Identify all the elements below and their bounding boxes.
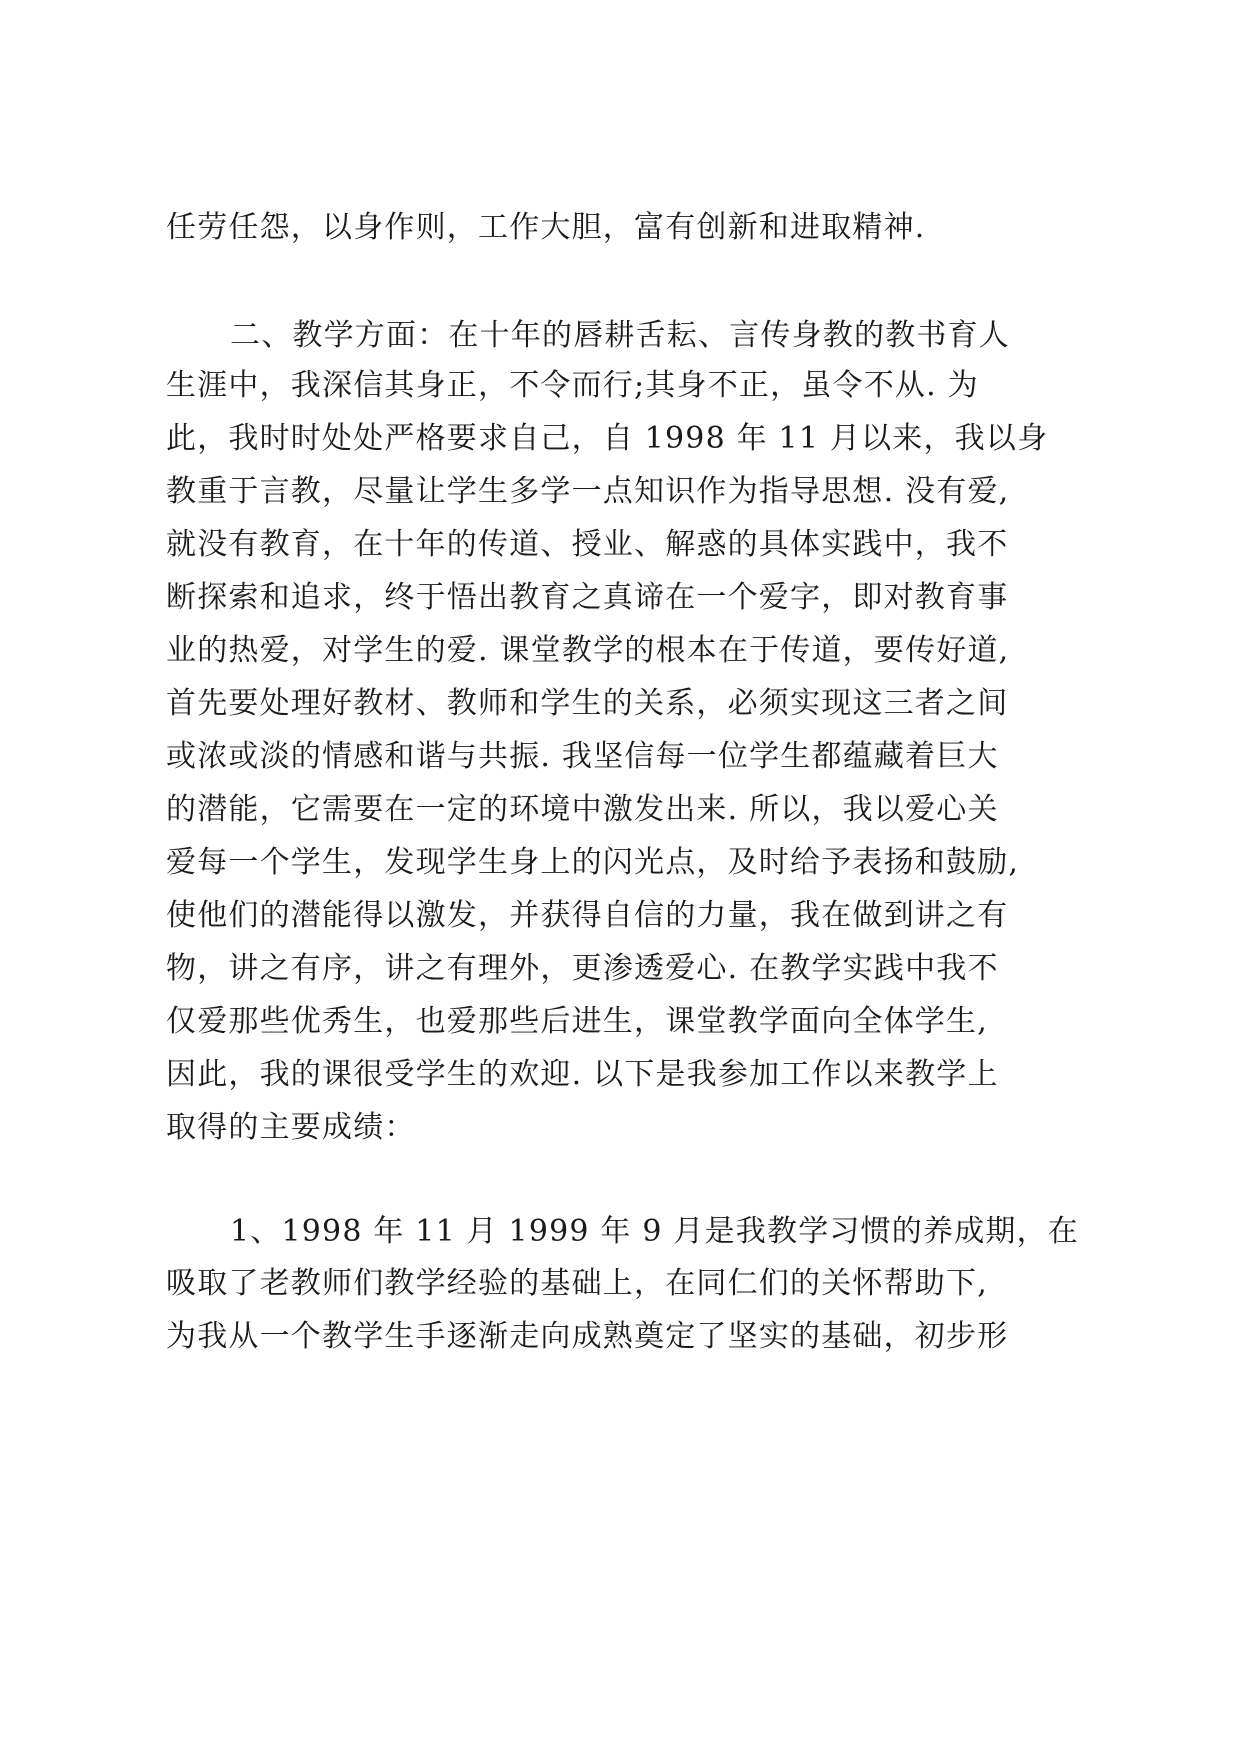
paragraph-2-line-11: 爱每一个学生，发现学生身上的闪光点，及时给予表扬和鼓励, — [166, 845, 1020, 880]
paragraph-2-line-3: 此，我时时处处严格要求自己，自 1998 年 11 月以来，我以身 — [166, 421, 1049, 456]
paragraph-3-line-1: 1、1998 年 11 月 1999 年 9 月是我教学习惯的养成期，在 — [230, 1214, 1079, 1249]
paragraph-2-line-7: 业的热爱，对学生的爱. 课堂教学的根本在于传道，要传好道, — [166, 633, 1010, 668]
paragraph-2-line-6: 断探索和追求，终于悟出教育之真谛在一个爱字，即对教育事 — [166, 580, 1009, 615]
paragraph-2-line-15: 因此，我的课很受学生的欢迎. 以下是我参加工作以来教学上 — [166, 1057, 999, 1092]
paragraph-3-line-2: 吸取了老教师们教学经验的基础上，在同仁们的关怀帮助下, — [166, 1266, 988, 1301]
paragraph-2-line-9: 或浓或淡的情感和谐与共振. 我坚信每一位学生都蕴藏着巨大 — [166, 739, 999, 774]
paragraph-2-line-14: 仅爱那些优秀生，也爱那些后进生，课堂教学面向全体学生, — [166, 1004, 988, 1039]
paragraph-2-line-8: 首先要处理好教材、教师和学生的关系，必须实现这三者之间 — [166, 686, 1009, 721]
paragraph-2-line-10: 的潜能，它需要在一定的环境中激发出来. 所以，我以爱心关 — [166, 792, 999, 827]
paragraph-3-line-3: 为我从一个教学生手逐渐走向成熟奠定了坚实的基础，初步形 — [166, 1319, 1009, 1354]
paragraph-2-line-4: 教重于言教，尽量让学生多学一点知识作为指导思想. 没有爱, — [166, 474, 1010, 509]
paragraph-2-line-12: 使他们的潜能得以激发，并获得自信的力量，我在做到讲之有 — [166, 898, 1009, 933]
paragraph-2-line-5: 就没有教育，在十年的传道、授业、解惑的具体实践中，我不 — [166, 527, 1009, 562]
paragraph-2-line-13: 物，讲之有序，讲之有理外，更渗透爱心. 在教学实践中我不 — [166, 951, 999, 986]
paragraph-1-line-1: 任劳任怨，以身作则，工作大胆，富有创新和进取精神. — [166, 210, 926, 245]
paragraph-2-line-2: 生涯中，我深信其身正，不令而行;其身不正，虽令不从. 为 — [166, 368, 979, 403]
paragraph-2-line-1: 二、教学方面：在十年的唇耕舌耘、言传身教的教书育人 — [230, 318, 1010, 353]
paragraph-2-line-16: 取得的主要成绩： — [166, 1110, 416, 1145]
